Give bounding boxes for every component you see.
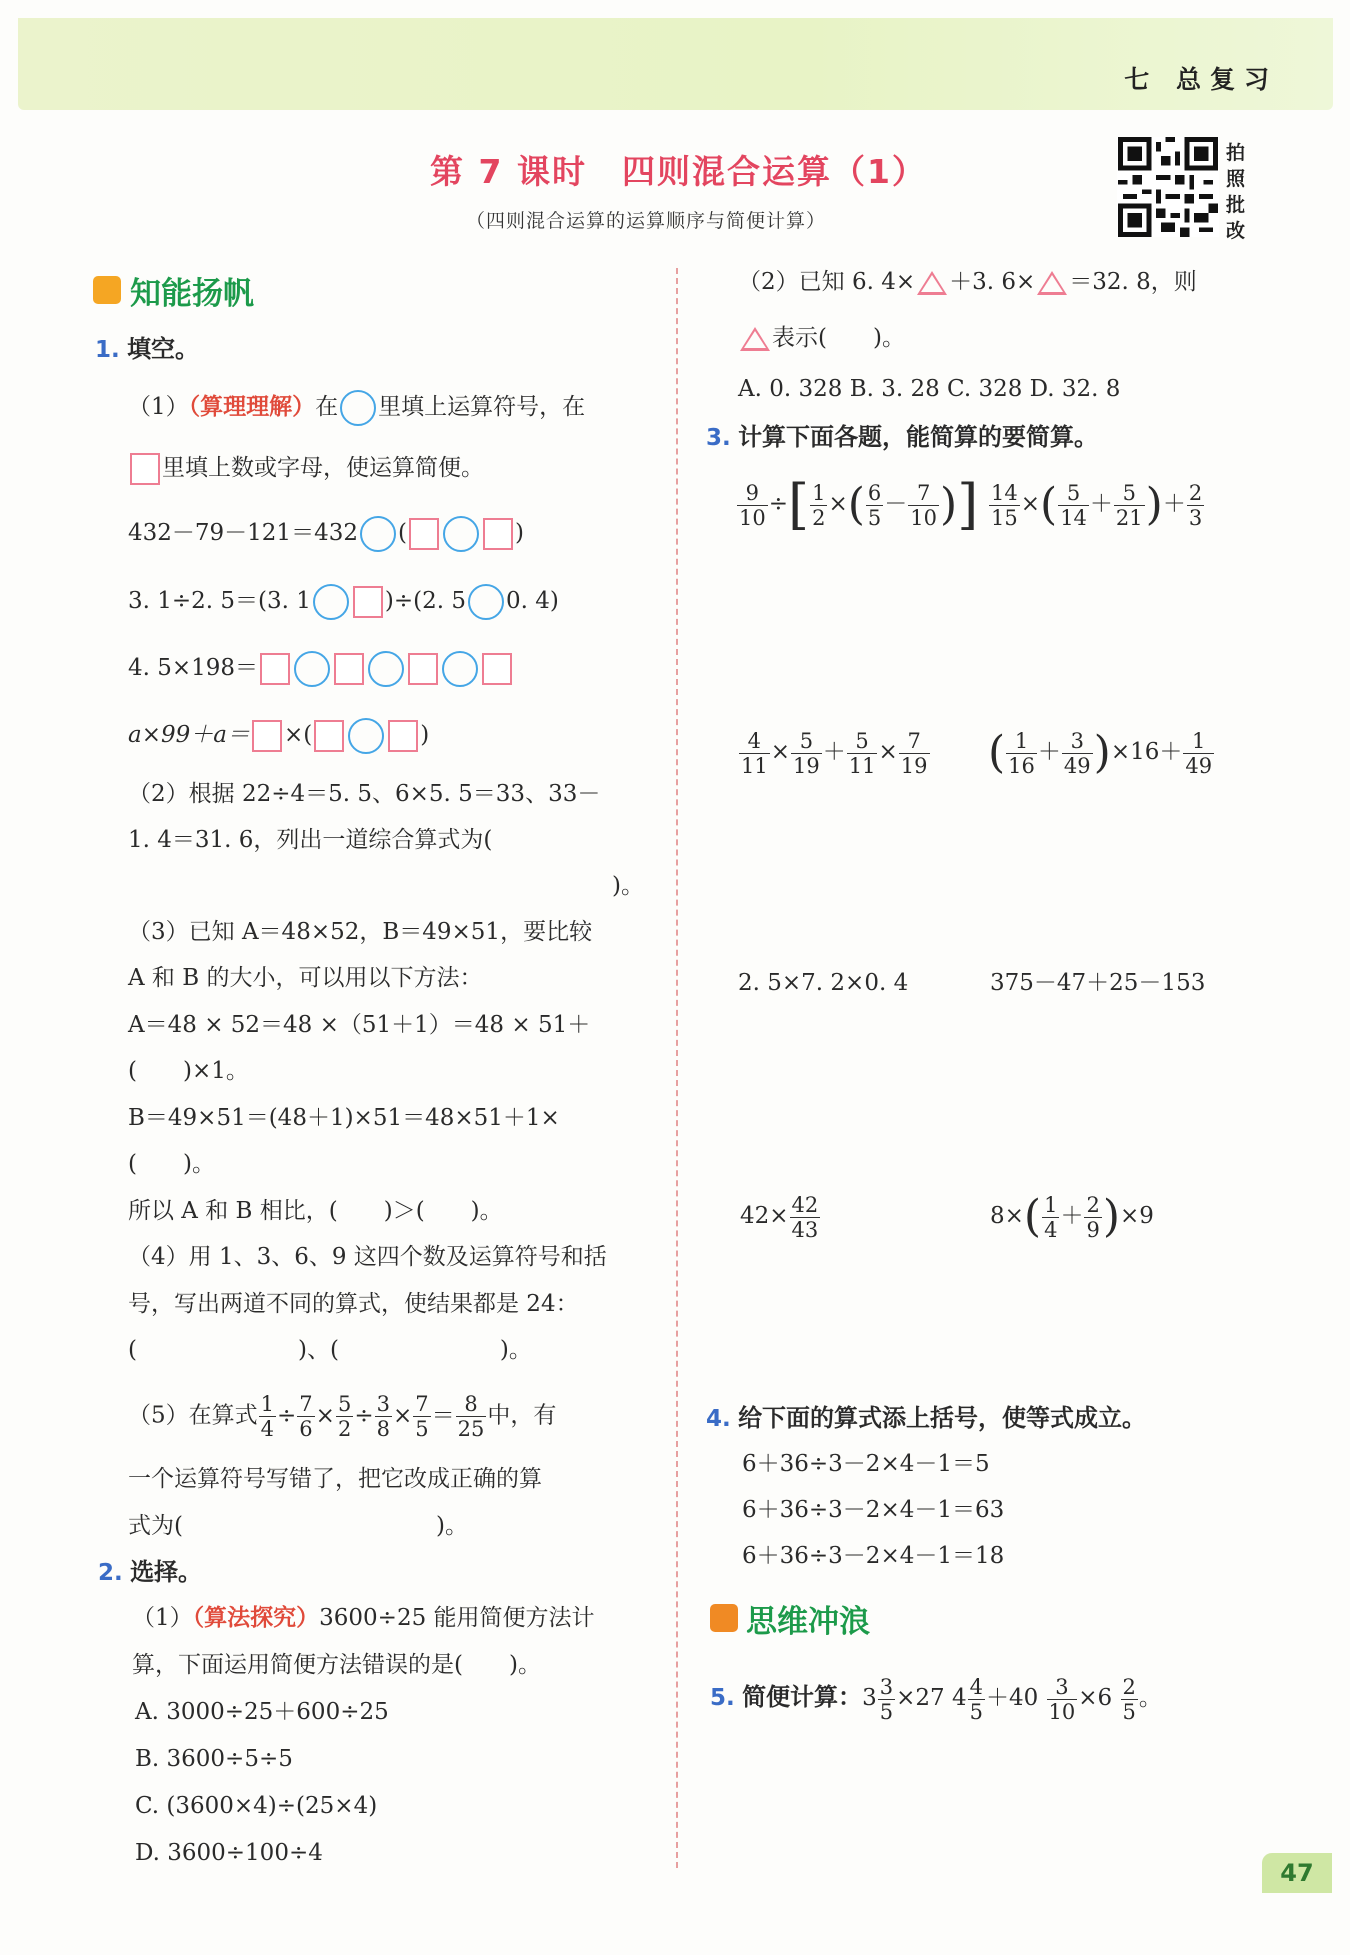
number-square[interactable] bbox=[130, 453, 160, 485]
q1-2-line2: 1. 4＝31. 6，列出一道综合算式为( bbox=[128, 827, 493, 853]
numerator: 5 bbox=[1066, 480, 1081, 505]
denominator: 19 bbox=[900, 753, 928, 778]
numerator: 3 bbox=[1070, 728, 1084, 753]
q1-5-line2: 一个运算符号写错了，把它改成正确的算 bbox=[128, 1466, 542, 1492]
fraction bbox=[968, 1675, 985, 1724]
q1-1-tag: （算理理解） bbox=[188, 393, 316, 420]
operator: ＋ bbox=[1162, 491, 1186, 517]
q3-expr-4: ( $\frac{1}{16}$ ＋ $\frac{3}{49}$ )×16＋ $\frac{1}{49}$ bbox=[988, 727, 1213, 778]
q2-option-d[interactable]: D. 3600÷100÷4 bbox=[135, 1840, 323, 1866]
q3-expr-3 bbox=[738, 712, 931, 792]
scan-grade-label: 拍照批改 bbox=[1226, 142, 1246, 242]
fraction bbox=[791, 729, 822, 778]
number-square[interactable] bbox=[483, 518, 513, 550]
fraction bbox=[1114, 481, 1145, 530]
fraction bbox=[456, 1392, 487, 1441]
operator-circle[interactable] bbox=[368, 651, 404, 687]
operator: ＋40 bbox=[985, 1685, 1039, 1711]
q1-1-text-a: 在 bbox=[315, 394, 339, 420]
operator: ÷ bbox=[277, 1402, 297, 1429]
eq2-right: 0. 4) bbox=[506, 588, 559, 614]
fraction bbox=[989, 481, 1020, 530]
number-square[interactable] bbox=[314, 720, 344, 752]
operator-circle[interactable] bbox=[294, 651, 330, 687]
q4-title: 给下面的算式添上括号，使等式成立。 bbox=[738, 1404, 1147, 1432]
denominator: 2 bbox=[337, 1417, 352, 1441]
q1-3-line1: （3）已知 A＝48×52，B＝49×51，要比较 bbox=[128, 919, 593, 945]
numerator: 9 bbox=[745, 480, 760, 505]
operator-circle[interactable] bbox=[313, 584, 349, 620]
fraction bbox=[1047, 1675, 1078, 1724]
fraction bbox=[1042, 1193, 1059, 1242]
triangle-icon bbox=[740, 327, 770, 351]
q3-expr-2: $\frac{14}{15}$ ×( $\frac{5}{14}$ ＋ $\frac{5}{21}$ )＋ $\frac{2}{3}$ bbox=[991, 479, 1203, 530]
denominator: 4 bbox=[260, 1417, 275, 1441]
denominator: 10 bbox=[910, 505, 938, 530]
denominator: 11 bbox=[848, 753, 876, 778]
fraction bbox=[375, 1392, 392, 1441]
denominator: 49 bbox=[1185, 753, 1213, 778]
number-square[interactable] bbox=[334, 653, 364, 685]
operator: × bbox=[770, 739, 791, 765]
numerator: 1 bbox=[260, 1392, 275, 1416]
denominator: 5 bbox=[879, 1699, 894, 1724]
numerator: 2 bbox=[1086, 1192, 1100, 1217]
q1-3-line3: A＝48 × 52＝48 ×（51＋1）＝48 × 51＋ bbox=[128, 1012, 591, 1038]
numerator: 7 bbox=[907, 728, 921, 753]
operator: 8× bbox=[990, 1203, 1024, 1229]
fraction bbox=[739, 729, 770, 778]
numerator: 3 bbox=[1055, 1674, 1069, 1699]
numerator: 3 bbox=[879, 1674, 894, 1699]
operator: ＋ bbox=[822, 739, 846, 765]
denominator: 8 bbox=[376, 1417, 390, 1441]
q3-number: 3. bbox=[706, 425, 731, 451]
fraction bbox=[297, 1392, 314, 1441]
fraction bbox=[866, 481, 883, 530]
number-square[interactable] bbox=[260, 653, 290, 685]
operator: ＋ bbox=[1037, 739, 1061, 765]
q2-option-b[interactable]: B. 3600÷5÷5 bbox=[135, 1746, 293, 1772]
fraction bbox=[737, 481, 768, 530]
numerator: 4 bbox=[969, 1674, 983, 1699]
numerator: 1 bbox=[1044, 1192, 1058, 1217]
q1-1-text-c: 里填上数或字母，使运算简便。 bbox=[162, 455, 484, 481]
q1-1-prefix: （1） bbox=[128, 394, 189, 420]
whole-part: 3 bbox=[862, 1685, 877, 1711]
q1-1-eq3 bbox=[128, 651, 514, 687]
q4-number: 4. bbox=[706, 1406, 731, 1432]
numerator: 5 bbox=[1122, 480, 1136, 505]
fraction bbox=[1062, 729, 1093, 778]
denominator: 16 bbox=[1008, 753, 1035, 778]
q2-2-line2 bbox=[738, 322, 905, 354]
q1-4-line2: 号，写出两道不同的算式，使结果都是 24： bbox=[128, 1291, 579, 1317]
q1-5-line1 bbox=[128, 1392, 556, 1441]
numerator: 1 bbox=[1192, 728, 1206, 753]
q1-3-line4: ( )×1。 bbox=[128, 1058, 249, 1084]
number-square[interactable] bbox=[353, 586, 383, 618]
q5-title: 简便计算： bbox=[742, 1683, 863, 1711]
q3-expr-8: 8×( $\frac{1}{4}$ ＋ $\frac{2}{9}$ )×9 bbox=[990, 1191, 1154, 1242]
operator: × bbox=[828, 491, 848, 517]
operator-circle[interactable] bbox=[360, 516, 396, 552]
denominator: 19 bbox=[793, 753, 820, 778]
numerator: 5 bbox=[337, 1392, 352, 1416]
lesson-title: 第 7 课时 四则混合运算（1） bbox=[430, 152, 927, 191]
q1-4-line1: （4）用 1、3、6、9 这四个数及运算符号和括 bbox=[128, 1244, 607, 1270]
fraction bbox=[1187, 481, 1204, 530]
q2-2-line1 bbox=[738, 266, 1197, 298]
denominator: 49 bbox=[1063, 753, 1091, 778]
q2-2-options[interactable]: A. 0. 328 B. 3. 28 C. 328 D. 32. 8 bbox=[738, 376, 1121, 402]
eq1-left: 432－79－121＝432 bbox=[128, 520, 358, 546]
numerator: 6 bbox=[867, 480, 882, 505]
eq1-paren-close: ) bbox=[514, 520, 524, 546]
q4-equation-3: 6＋36÷3－2×4－1＝18 bbox=[742, 1543, 1005, 1569]
numerator: 4 bbox=[747, 728, 762, 753]
operator-circle[interactable] bbox=[443, 516, 479, 552]
eq4-mid: ×( bbox=[283, 722, 313, 748]
operator-circle[interactable] bbox=[348, 718, 384, 754]
fraction bbox=[1121, 1675, 1138, 1724]
numerator: 3 bbox=[376, 1392, 390, 1416]
q1-1-text-b: 里填上运算符号，在 bbox=[378, 394, 586, 420]
q2-1-text-a: 3600÷25 能用简便方法计 bbox=[319, 1605, 595, 1631]
q1-1-eq2 bbox=[128, 584, 559, 620]
denominator: 15 bbox=[991, 505, 1018, 530]
unit-label: 七 总复习 bbox=[1124, 65, 1278, 94]
denominator: 9 bbox=[1086, 1217, 1100, 1242]
period: 。 bbox=[1138, 1685, 1162, 1711]
q1-5-expression bbox=[258, 1392, 488, 1441]
operator: ×6 bbox=[1078, 1685, 1113, 1711]
fraction bbox=[336, 1392, 353, 1441]
q1-3-line6: ( )。 bbox=[128, 1151, 215, 1177]
q2-2-text-c: ＝32. 8，则 bbox=[1069, 269, 1197, 295]
q2-title: 选择。 bbox=[130, 1558, 203, 1586]
numerator: 1 bbox=[1014, 728, 1029, 753]
operator: ×16＋ bbox=[1110, 739, 1183, 765]
operator-circle[interactable] bbox=[468, 584, 504, 620]
denominator: 21 bbox=[1115, 505, 1143, 530]
operator-circle[interactable] bbox=[442, 651, 478, 687]
operator: × bbox=[315, 1402, 335, 1429]
q2-option-c[interactable]: C. (3600×4)÷(25×4) bbox=[135, 1793, 378, 1819]
q2-1-text-b: 算，下面运用简便方法错误的是( )。 bbox=[132, 1652, 541, 1678]
q1-4-line3: ( )、( )。 bbox=[128, 1337, 532, 1363]
number-square[interactable] bbox=[252, 720, 282, 752]
fraction bbox=[810, 481, 827, 530]
sail-icon bbox=[93, 276, 121, 304]
q2-1-tag: （算法探究） bbox=[192, 1604, 320, 1631]
operator: ＝ bbox=[431, 1402, 455, 1429]
fraction bbox=[878, 1675, 895, 1724]
denominator: 5 bbox=[1122, 1699, 1136, 1724]
eq4-right: ) bbox=[420, 722, 430, 748]
eq2-left: 3. 1÷2. 5＝(3. 1 bbox=[128, 588, 311, 614]
numerator: 5 bbox=[799, 728, 814, 753]
triangle-icon bbox=[1037, 271, 1067, 295]
denominator: 6 bbox=[299, 1417, 313, 1441]
fraction bbox=[1084, 1193, 1101, 1242]
numerator: 2 bbox=[1122, 1674, 1136, 1699]
qr-code-icon[interactable] bbox=[1117, 137, 1219, 237]
q5-number: 5. bbox=[710, 1685, 735, 1711]
q2-number: 2. bbox=[98, 1560, 123, 1586]
q1-5-suffix: 中，有 bbox=[487, 1402, 557, 1429]
fraction bbox=[259, 1392, 276, 1441]
eq2-mid: )÷(2. 5 bbox=[384, 588, 467, 614]
number-square[interactable] bbox=[408, 653, 438, 685]
q1-3-line5: B＝49×51＝(48＋1)×51＝48×51＋1× bbox=[128, 1105, 560, 1131]
q3-expr-7 bbox=[740, 1176, 821, 1256]
numerator: 7 bbox=[299, 1392, 313, 1416]
column-divider bbox=[676, 268, 678, 1868]
operator: × bbox=[878, 739, 898, 765]
number-square[interactable] bbox=[409, 518, 439, 550]
fraction bbox=[1058, 481, 1089, 530]
denominator: 11 bbox=[741, 753, 768, 778]
q1-1-eq1 bbox=[128, 516, 524, 552]
denominator: 3 bbox=[1188, 505, 1203, 530]
q1-3-line7: 所以 A 和 B 相比，( )＞( )。 bbox=[128, 1198, 503, 1224]
q3-title: 计算下面各题，能简算的要简算。 bbox=[738, 423, 1099, 451]
q2-1-prefix: （1） bbox=[132, 1605, 193, 1631]
operator: 42× bbox=[740, 1203, 789, 1229]
fraction bbox=[908, 481, 939, 530]
eq1-paren-open: ( bbox=[397, 520, 407, 546]
triangle-icon bbox=[917, 271, 947, 295]
q1-title: 填空。 bbox=[127, 335, 200, 363]
q2-option-a[interactable]: A. 3000÷25＋600÷25 bbox=[135, 1699, 389, 1725]
q3-expr-6: 375－47＋25－153 bbox=[990, 970, 1206, 996]
number-square[interactable] bbox=[388, 720, 418, 752]
wave-icon bbox=[710, 1604, 738, 1632]
eq4-left: a×99＋a＝ bbox=[128, 722, 250, 748]
q2-2-text-b: ＋3. 6× bbox=[949, 269, 1036, 295]
q1-number: 1. bbox=[95, 337, 120, 363]
operator: ＋ bbox=[1089, 491, 1113, 517]
denominator: 14 bbox=[1060, 505, 1087, 530]
whole-part: 4 bbox=[951, 1685, 967, 1711]
fraction bbox=[899, 729, 930, 778]
numerator: 7 bbox=[415, 1392, 429, 1416]
operator: × bbox=[1020, 491, 1041, 517]
page-number: 47 bbox=[1262, 1853, 1332, 1893]
operator: － bbox=[884, 491, 908, 517]
operator: ＋ bbox=[1060, 1203, 1084, 1229]
eq3-left: 4. 5×198＝ bbox=[128, 655, 259, 681]
numerator: 1 bbox=[812, 480, 826, 505]
number-square[interactable] bbox=[482, 653, 512, 685]
numerator: 42 bbox=[791, 1192, 819, 1217]
q1-5-line3: 式为( )。 bbox=[128, 1513, 468, 1539]
denominator: 5 bbox=[415, 1417, 429, 1441]
operator: ÷ bbox=[768, 491, 789, 517]
section-title-1: 知能扬帆 bbox=[130, 276, 254, 312]
denominator: 10 bbox=[1048, 1699, 1076, 1724]
q5-line bbox=[710, 1662, 1162, 1732]
numerator: 5 bbox=[855, 728, 869, 753]
numerator: 14 bbox=[991, 480, 1018, 505]
denominator: 2 bbox=[812, 505, 826, 530]
operator: × bbox=[392, 1402, 413, 1429]
lesson-subtitle: （四则混合运算的运算顺序与简便计算） bbox=[466, 210, 827, 232]
denominator: 4 bbox=[1044, 1217, 1058, 1242]
q4-equation-1: 6＋36÷3－2×4－1＝5 bbox=[742, 1451, 990, 1477]
operator-circle[interactable] bbox=[340, 390, 376, 426]
q1-2-line1: （2）根据 22÷4＝5. 5、6×5. 5＝33、33－ bbox=[128, 781, 601, 807]
fraction bbox=[847, 729, 878, 778]
q1-1-eq4 bbox=[128, 718, 429, 754]
operator: ÷ bbox=[354, 1402, 374, 1429]
q1-3-line2: A 和 B 的大小，可以用以下方法： bbox=[128, 965, 483, 991]
denominator: 43 bbox=[791, 1217, 819, 1242]
q2-2-text-d: 表示( )。 bbox=[772, 325, 905, 351]
fraction bbox=[1183, 729, 1214, 778]
fraction bbox=[1006, 729, 1037, 778]
operator: ×9 bbox=[1120, 1203, 1154, 1229]
q4-equation-2: 6＋36÷3－2×4－1＝63 bbox=[742, 1497, 1005, 1523]
section-title-2: 思维冲浪 bbox=[746, 1604, 870, 1640]
q1-5-prefix: （5）在算式 bbox=[128, 1402, 258, 1429]
numerator: 2 bbox=[1188, 480, 1203, 505]
denominator: 5 bbox=[969, 1699, 983, 1724]
denominator: 10 bbox=[739, 505, 766, 530]
q1-2-line3: )。 bbox=[612, 873, 644, 899]
numerator: 7 bbox=[916, 480, 931, 505]
q3-expr-5: 2. 5×7. 2×0. 4 bbox=[738, 970, 909, 996]
q2-2-text-a: （2）已知 6. 4× bbox=[738, 269, 916, 295]
numerator: 8 bbox=[464, 1392, 478, 1416]
q3-expr-1: $\frac{9}{10}$ ÷[ $\frac{1}{2}$ ×( $\frac{6}{5}$ － $\frac{7}{10}$ )] bbox=[739, 473, 979, 536]
fraction bbox=[413, 1392, 430, 1441]
operator: ×27 bbox=[896, 1685, 945, 1711]
fraction bbox=[790, 1193, 821, 1242]
denominator: 5 bbox=[867, 505, 882, 530]
denominator: 25 bbox=[457, 1417, 485, 1441]
